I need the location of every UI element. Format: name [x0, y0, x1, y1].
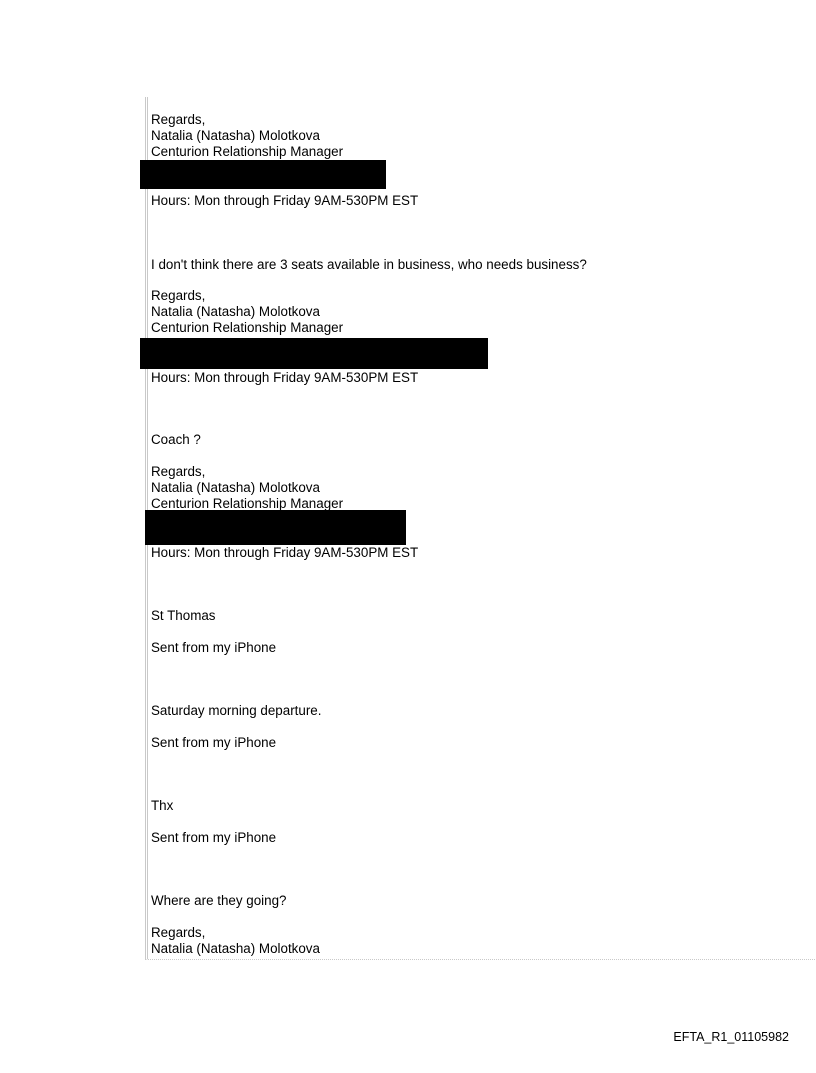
hours-text: Hours: Mon through Friday 9AM-530PM EST — [151, 193, 419, 208]
sender-title: Centurion Relationship Manager — [151, 144, 344, 159]
redaction-box — [140, 338, 488, 369]
redaction-box — [145, 510, 406, 545]
regards-text: Regards, — [151, 112, 206, 127]
message-text: St Thomas — [151, 608, 216, 623]
sender-name: Natalia (Natasha) Molotkova — [151, 304, 320, 319]
sender-name: Natalia (Natasha) Molotkova — [151, 128, 320, 143]
regards-text: Regards, — [151, 288, 206, 303]
hours-text: Hours: Mon through Friday 9AM-530PM EST — [151, 370, 419, 385]
signature-text: Sent from my iPhone — [151, 640, 277, 655]
message-text: Thx — [151, 798, 174, 813]
message-text: Coach ? — [151, 432, 201, 447]
sender-title: Centurion Relationship Manager — [151, 320, 344, 335]
sender-name: Natalia (Natasha) Molotkova — [151, 480, 320, 495]
message-text: Where are they going? — [151, 893, 287, 908]
regards-text: Regards, — [151, 925, 206, 940]
redaction-box — [140, 160, 386, 189]
sender-title: Centurion Relationship Manager — [151, 496, 344, 510]
signature-text: Sent from my iPhone — [151, 830, 277, 845]
message-text: I don't think there are 3 seats available in business, who needs business? — [151, 257, 587, 272]
message-text: Saturday morning departure. — [151, 703, 322, 718]
signature-text: Sent from my iPhone — [151, 735, 277, 750]
regards-text: Regards, — [151, 464, 206, 479]
bates-number: EFTA_R1_01105982 — [673, 1030, 789, 1044]
sender-name: Natalia (Natasha) Molotkova — [151, 941, 320, 956]
hours-text: Hours: Mon through Friday 9AM-530PM EST — [151, 545, 419, 560]
